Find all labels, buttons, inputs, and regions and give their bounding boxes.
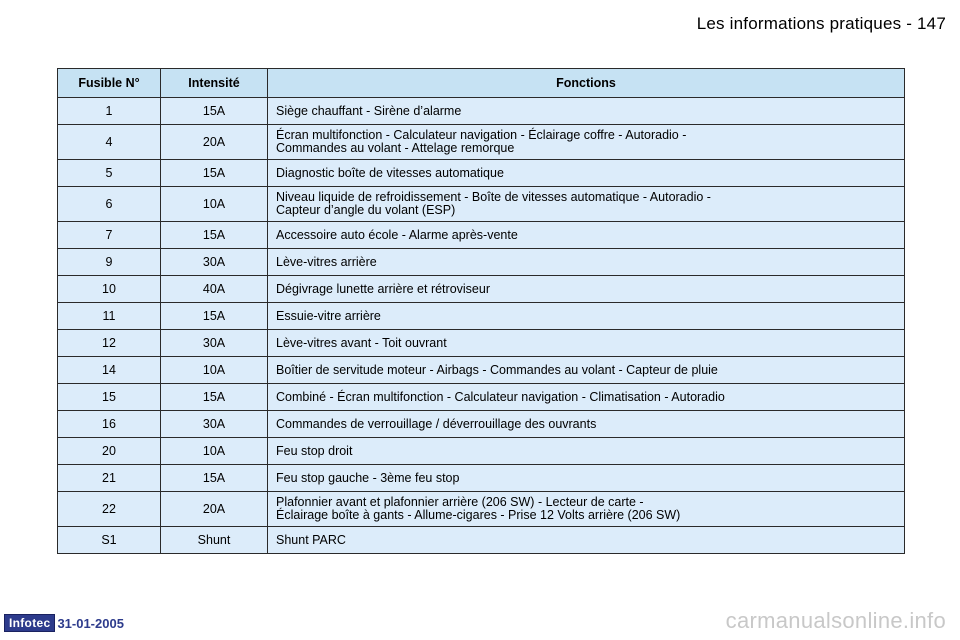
- fuse-table-container: [57, 68, 905, 554]
- table-row: [58, 527, 905, 554]
- intensity-cell: 15A: [161, 160, 268, 187]
- function-line: Shunt PARC: [276, 532, 346, 547]
- fuse-number-cell: 12: [58, 330, 161, 357]
- functions-cell: [268, 222, 905, 249]
- intensity-cell: 15A: [161, 303, 268, 330]
- fuse-number-cell: 7: [58, 222, 161, 249]
- fuse-number-cell: 21: [58, 465, 161, 492]
- fuse-number-cell: 20: [58, 438, 161, 465]
- fuse-number-cell: 22: [58, 492, 161, 527]
- fuse-number-cell: 16: [58, 411, 161, 438]
- function-line: Essuie-vitre arrière: [276, 308, 381, 323]
- fuse-number-cell: 11: [58, 303, 161, 330]
- functions-cell: [268, 527, 905, 554]
- functions-cell: [268, 465, 905, 492]
- functions-cell: [268, 492, 905, 527]
- document-date: 31-01-2005: [57, 615, 124, 631]
- intensity-cell: 30A: [161, 411, 268, 438]
- watermark: carmanualsonline.info: [725, 608, 946, 633]
- intensity-cell: Shunt: [161, 527, 268, 554]
- column-header-functions: Fonctions: [268, 69, 905, 98]
- table-row: [58, 249, 905, 276]
- table-body: [58, 98, 905, 554]
- functions-cell: [268, 98, 905, 125]
- functions-cell: [268, 384, 905, 411]
- fuse-number-cell: 10: [58, 276, 161, 303]
- table-row: [58, 357, 905, 384]
- function-line: Écran multifonction - Calculateur navigation - Éclairage coffre - Autoradio -: [276, 128, 687, 142]
- table-row: [58, 384, 905, 411]
- table-row: [58, 160, 905, 187]
- intensity-cell: 15A: [161, 465, 268, 492]
- intensity-cell: 20A: [161, 492, 268, 527]
- functions-cell: [268, 438, 905, 465]
- table-row: [58, 222, 905, 249]
- table-row: [58, 492, 905, 527]
- fuse-number-cell: 4: [58, 125, 161, 160]
- intensity-cell: 20A: [161, 125, 268, 160]
- function-line: Siège chauffant - Sirène d’alarme: [276, 103, 462, 118]
- functions-cell: [268, 249, 905, 276]
- function-line: Commandes au volant - Attelage remorque: [276, 141, 515, 155]
- intensity-cell: 40A: [161, 276, 268, 303]
- function-line: Éclairage boîte à gants - Allume-cigares - Prise 12 Volts arrière (206 SW): [276, 508, 681, 522]
- table-row: [58, 438, 905, 465]
- functions-cell: [268, 125, 905, 160]
- function-line: Plafonnier avant et plafonnier arrière (206 SW) - Lecteur de carte -: [276, 495, 644, 509]
- functions-cell: [268, 187, 905, 222]
- function-line: Capteur d’angle du volant (ESP): [276, 203, 456, 217]
- footer-logo: [4, 614, 124, 632]
- table-row: [58, 276, 905, 303]
- fuse-number-cell: 14: [58, 357, 161, 384]
- function-line: Accessoire auto école - Alarme après-vente: [276, 227, 518, 242]
- function-line: Niveau liquide de refroidissement - Boîte de vitesses automatique - Autoradio -: [276, 190, 711, 204]
- fuse-number-cell: 5: [58, 160, 161, 187]
- functions-cell: [268, 330, 905, 357]
- intensity-cell: 15A: [161, 98, 268, 125]
- fuse-number-cell: 6: [58, 187, 161, 222]
- table-row: [58, 98, 905, 125]
- fuse-number-cell: S1: [58, 527, 161, 554]
- functions-cell: [268, 276, 905, 303]
- page-title: Les informations pratiques - 147: [696, 14, 946, 33]
- function-line: Lève-vitres avant - Toit ouvrant: [276, 335, 447, 350]
- intensity-cell: 15A: [161, 222, 268, 249]
- table-row: [58, 330, 905, 357]
- intensity-cell: 10A: [161, 357, 268, 384]
- functions-cell: [268, 303, 905, 330]
- intensity-cell: 10A: [161, 187, 268, 222]
- table-header-row: [58, 69, 905, 98]
- function-line: Boîtier de servitude moteur - Airbags - Commandes au volant - Capteur de pluie: [276, 362, 718, 377]
- column-header-intensity: Intensité: [161, 69, 268, 98]
- table-row: [58, 303, 905, 330]
- table-row: [58, 465, 905, 492]
- fuse-number-cell: 1: [58, 98, 161, 125]
- table-row: [58, 411, 905, 438]
- function-line: Lève-vitres arrière: [276, 254, 377, 269]
- function-line: Diagnostic boîte de vitesses automatique: [276, 165, 504, 180]
- fuse-number-cell: 15: [58, 384, 161, 411]
- fuse-number-cell: 9: [58, 249, 161, 276]
- functions-cell: [268, 357, 905, 384]
- function-line: Feu stop droit: [276, 443, 353, 458]
- function-line: Dégivrage lunette arrière et rétroviseur: [276, 281, 490, 296]
- intensity-cell: 30A: [161, 330, 268, 357]
- intensity-cell: 10A: [161, 438, 268, 465]
- infotec-logo: Infotec: [4, 614, 55, 632]
- function-line: Feu stop gauche - 3ème feu stop: [276, 470, 460, 485]
- functions-cell: [268, 160, 905, 187]
- table-row: [58, 125, 905, 160]
- intensity-cell: 15A: [161, 384, 268, 411]
- fuse-table: [57, 68, 905, 554]
- functions-cell: [268, 411, 905, 438]
- intensity-cell: 30A: [161, 249, 268, 276]
- function-line: Commandes de verrouillage / déverrouillage des ouvrants: [276, 416, 597, 431]
- column-header-fuse: Fusible N°: [58, 69, 161, 98]
- table-row: [58, 187, 905, 222]
- function-line: Combiné - Écran multifonction - Calculateur navigation - Climatisation - Autoradio: [276, 389, 725, 404]
